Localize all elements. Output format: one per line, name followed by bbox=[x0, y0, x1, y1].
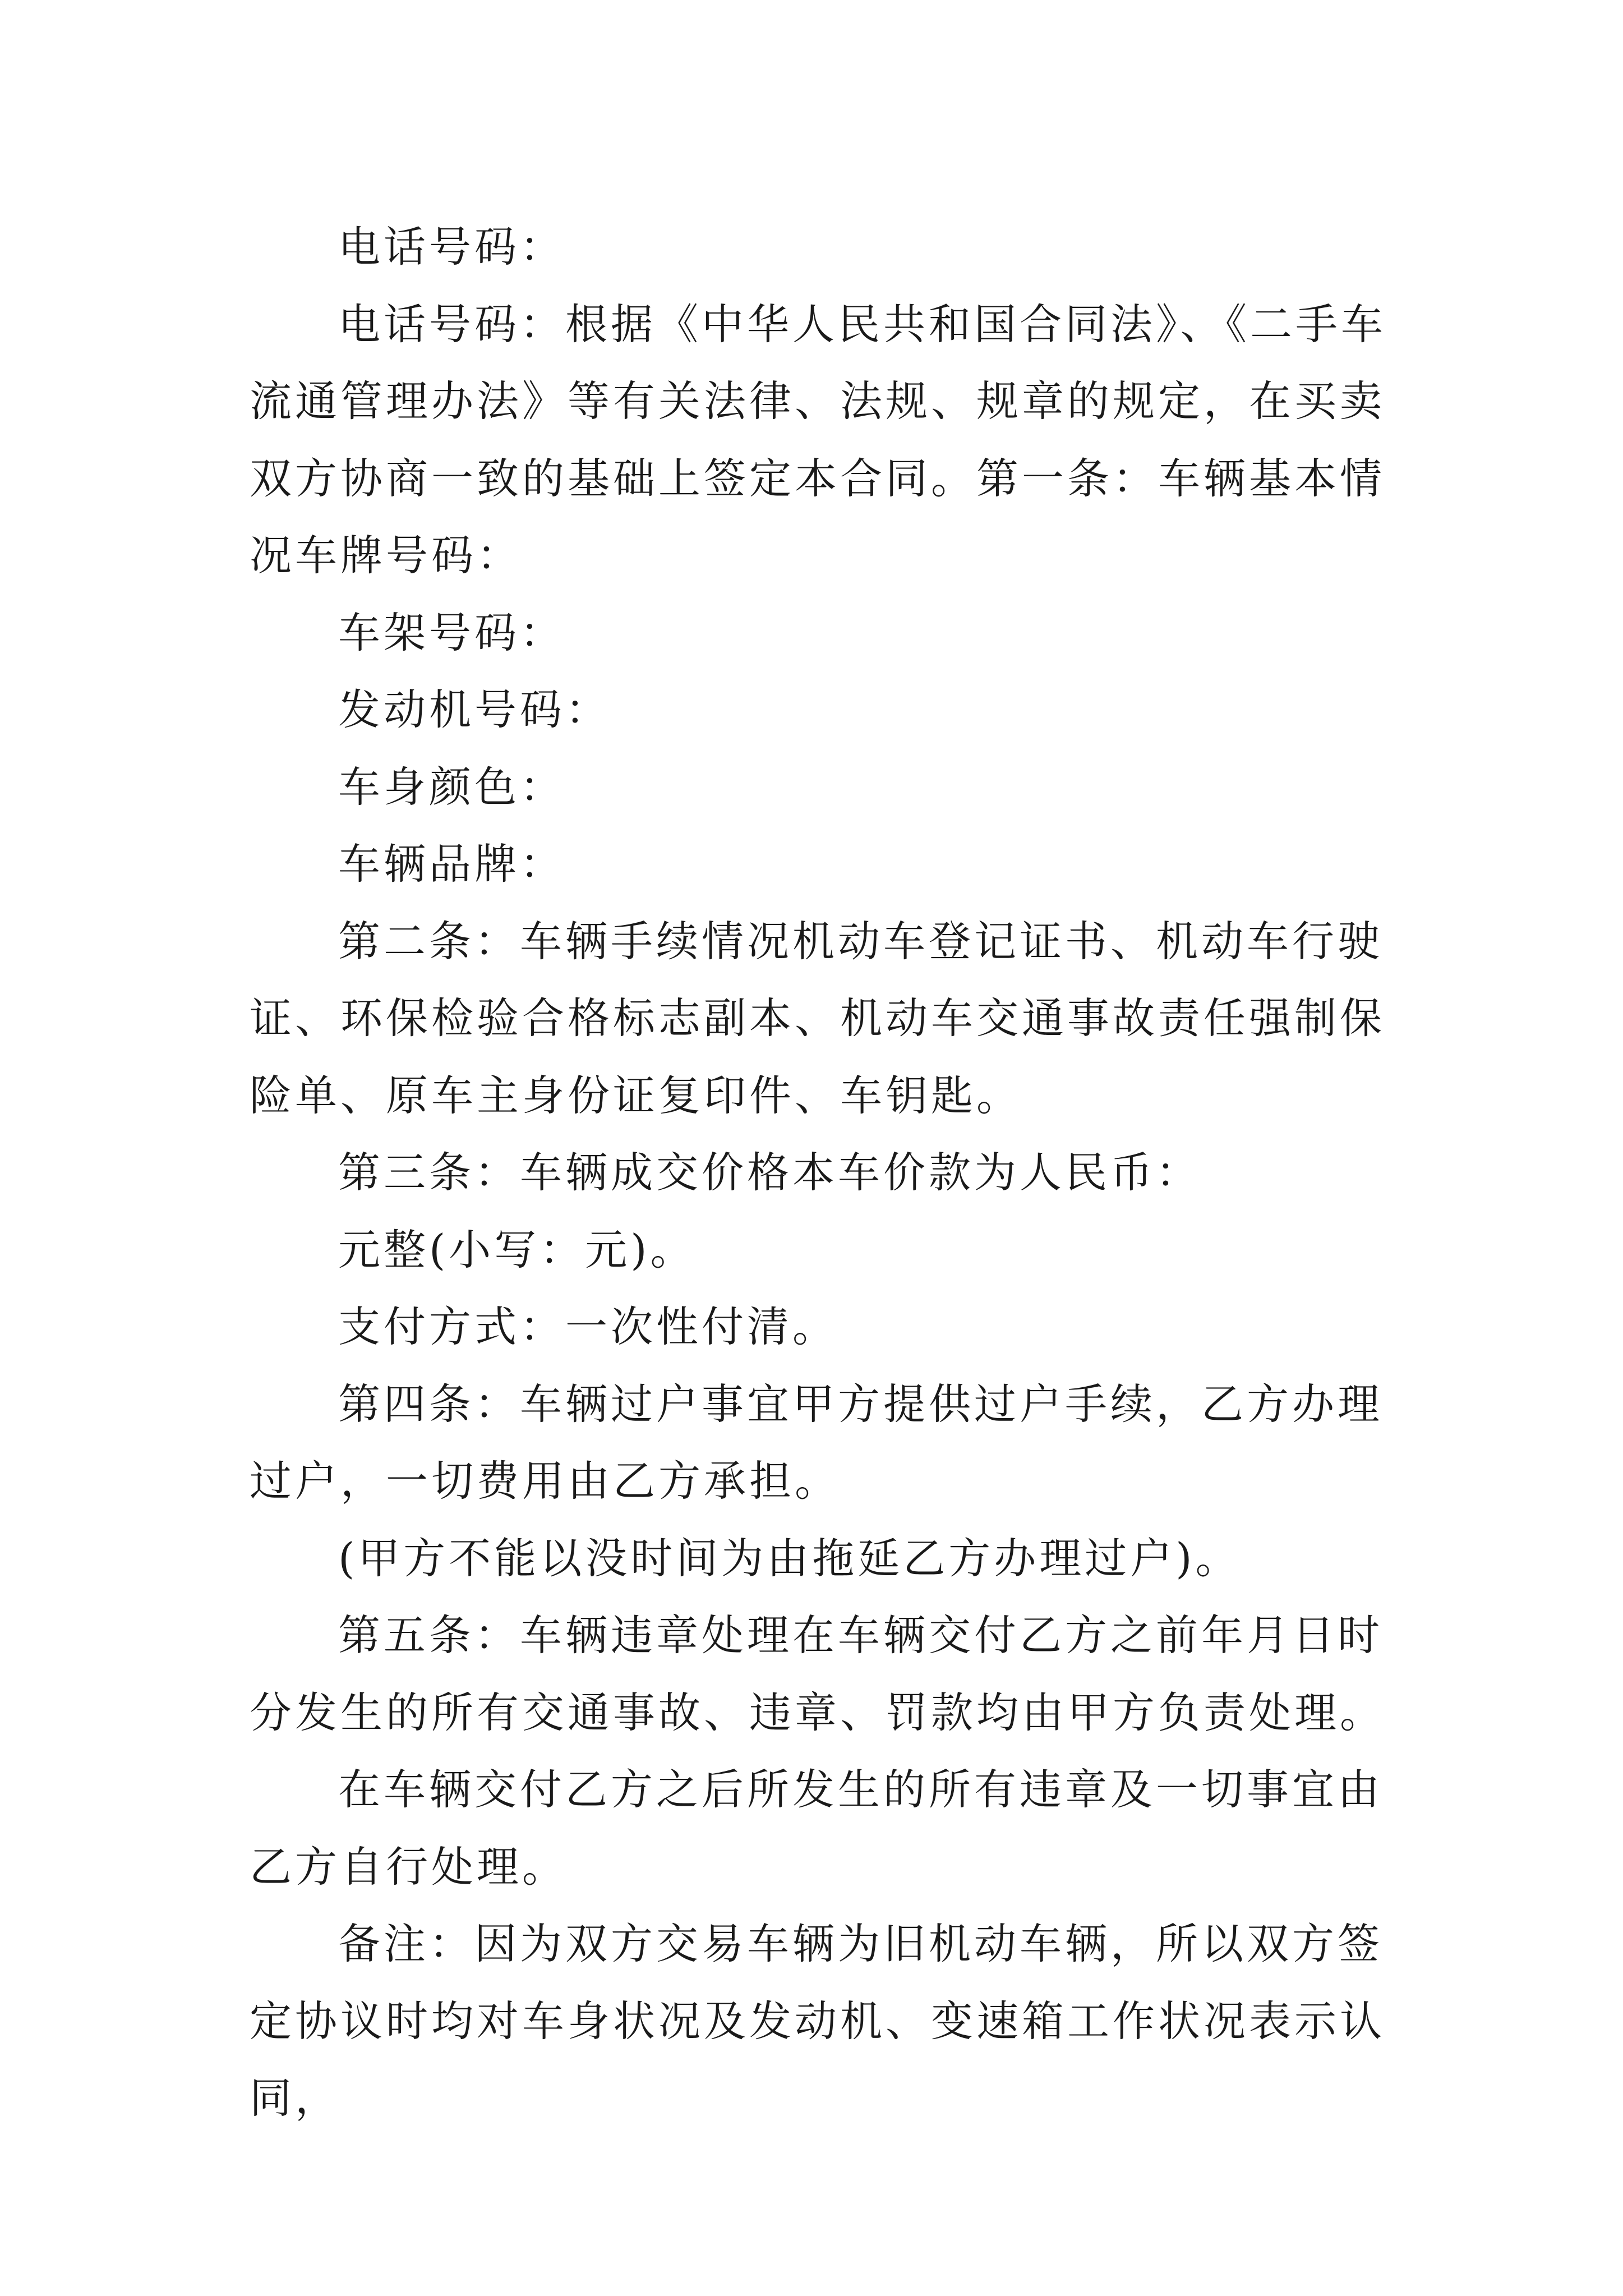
paragraph-preamble: 电话号码：根据《中华人民共和国合同法》、《二手车流通管理办法》等有关法律、法规、规章的规定，在买卖双方协商一致的基础上签定本合同。第一条：车辆基本情况车牌号码： bbox=[250, 299, 1387, 580]
paragraph-transfer-note: (甲方不能以没时间为由拖延乙方办理过户)。 bbox=[338, 1533, 1241, 1583]
document-body bbox=[250, 209, 1396, 2137]
paragraph-article-5: 第五条：车辆违章处理在车辆交付乙方之前年月日时分发生的所有交通事故、违章、罚款均由甲方负责处理。 bbox=[250, 1611, 1386, 1737]
paragraph-amount: 元整(小写：元)。 bbox=[338, 1225, 696, 1274]
paragraph-phone-1: 电话号码： bbox=[338, 222, 566, 272]
paragraph-payment-method: 支付方式：一次性付清。 bbox=[338, 1302, 838, 1351]
paragraph-article-4: 第四条：车辆过户事宜甲方提供过户手续，乙方办理过户，一切费用由乙方承担。 bbox=[250, 1379, 1384, 1506]
paragraph-article-2: 第二条：车辆手续情况机动车登记证书、机动车行驶证、环保检验合格标志副本、机动车交通事故责任强制保险单、原车主身份证复印件、车钥匙。 bbox=[250, 916, 1386, 1120]
paragraph-frame-number: 车架号码： bbox=[338, 608, 566, 657]
paragraph-remarks: 备注：因为双方交易车辆为旧机动车辆，所以双方签定协议时均对车身状况及发动机、变速箱工作状况表示认同， bbox=[250, 1919, 1386, 2123]
paragraph-after-delivery: 在车辆交付乙方之后所发生的所有违章及一切事宜由乙方自行处理。 bbox=[250, 1765, 1384, 1892]
paragraph-article-3: 第三条：车辆成交价格本车价款为人民币： bbox=[338, 1148, 1202, 1197]
paragraph-vehicle-brand: 车辆品牌： bbox=[338, 839, 566, 889]
paragraph-engine-number: 发动机号码： bbox=[338, 685, 611, 734]
paragraph-body-color: 车身颜色： bbox=[338, 762, 566, 812]
